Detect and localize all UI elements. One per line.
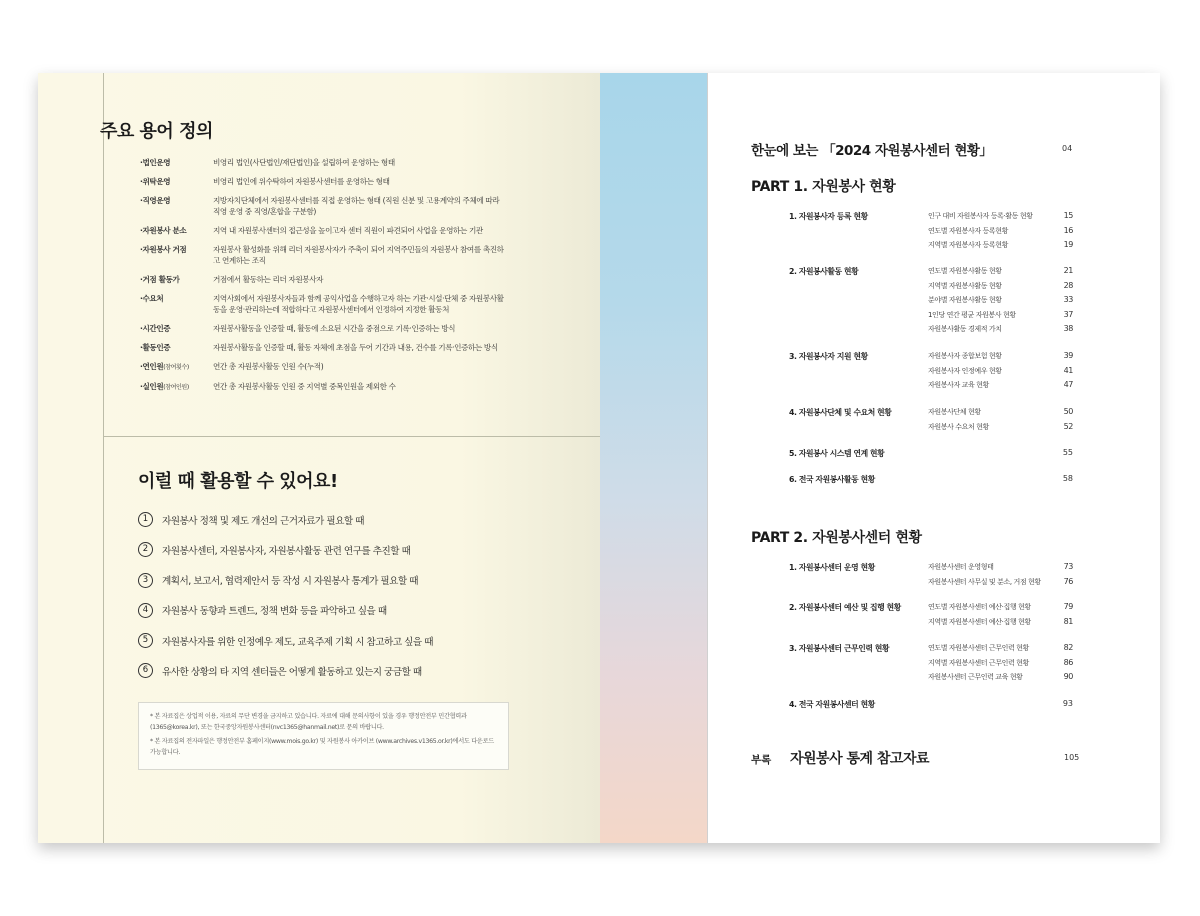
definition-row xyxy=(140,225,505,236)
gradient-strip xyxy=(600,73,708,843)
usage-item xyxy=(138,661,518,680)
definition-row xyxy=(140,381,505,393)
toc-subitem-page: 90 xyxy=(1063,672,1073,682)
definition-desc: 자원봉사활동을 인증할 때, 활동 자체에 초점을 두어 기간과 내용, 건수를 기록·인증하는 방식 xyxy=(213,343,498,352)
toc-subitem-label: 분야별 자원봉사활동 현황 xyxy=(928,296,1002,305)
toc-subitem xyxy=(928,226,1073,241)
toc-subitem-label: 자원봉사자 종합보험 현황 xyxy=(928,352,1002,360)
toc-subitem-label: 자원봉사센터 근무인력 교육 현황 xyxy=(928,673,1023,682)
toc-subitem-page: 50 xyxy=(1063,407,1073,416)
toc-subitem xyxy=(928,310,1073,325)
usage-item xyxy=(138,601,518,620)
definition-list xyxy=(140,157,505,401)
definition-row xyxy=(140,361,505,373)
definition-term-text: ·실인원 xyxy=(140,382,164,391)
usage-item xyxy=(138,571,518,590)
number-circle-icon: 4 xyxy=(138,603,153,618)
toc-subitem-page: 81 xyxy=(1063,616,1073,626)
toc-subitem xyxy=(928,407,1073,422)
definition-term-text: ·직영운영 xyxy=(140,196,171,205)
appendix-title: 자원봉사 통계 참고자료 xyxy=(790,751,929,767)
toc-subitem xyxy=(928,672,1073,687)
number-circle-icon: 5 xyxy=(138,633,153,648)
notice-text: * 본 자료집은 상업적 이용, 자료의 무단 변경을 금지하고 있습니다. 자료에 대해 문의사항이 있을 경우 행정안전부 민간협력과 (1365@korea.kr), 또는 한국중앙자원봉사센터(nvc1365@hanmail.net)로 문의 바랍니다. xyxy=(150,713,467,731)
number-circle-icon: 3 xyxy=(138,573,153,588)
toc-subitem-list xyxy=(928,266,1073,339)
toc-section-title: 6. 전국 자원봉사활동 현황 xyxy=(789,475,875,484)
definition-term xyxy=(140,195,213,217)
left-horizontal-rule xyxy=(103,436,600,437)
toc-subitem-page: 86 xyxy=(1063,657,1073,667)
definition-desc: 비영리 법인에 위수탁하여 자원봉사센터를 운영하는 형태 xyxy=(213,177,390,186)
toc-subitem xyxy=(928,295,1073,310)
toc-subitem xyxy=(928,366,1073,381)
toc-subitem-label: 자원봉사 수요처 현황 xyxy=(928,422,989,431)
toc-section-title: 5. 자원봉사 시스템 연계 현황 xyxy=(789,449,885,458)
usage-title: 이럴 때 활용할 수 있어요! xyxy=(138,471,338,492)
definition-desc: 지역사회에서 자원봉사자들과 함께 공익사업을 수행하고자 하는 기관·시설·단체 중 자원봉사활동을 운영·관리하는데 적합하다고 자원봉사센터에서 인정하여 지정한 활동처 xyxy=(213,294,504,314)
toc-subitem-page: 52 xyxy=(1063,421,1073,431)
definition-term xyxy=(140,274,213,285)
toc-subitem xyxy=(928,380,1073,395)
definition-term xyxy=(140,176,213,187)
toc-subitem-label: 연도별 자원봉사활동 현황 xyxy=(928,267,1002,275)
definition-term-text: ·위탁운영 xyxy=(140,177,171,186)
toc-section-page: 55 xyxy=(1062,448,1073,457)
toc-subitem-page: 21 xyxy=(1063,266,1073,275)
toc-subitem-label: 지역별 자원봉사센터 예산·집행 현황 xyxy=(928,617,1031,626)
usage-text: 자원봉사 동향과 트렌드, 정책 변화 등을 파악하고 싶을 때 xyxy=(162,606,387,618)
usage-item xyxy=(138,631,518,650)
usage-item xyxy=(138,540,518,559)
definition-row xyxy=(140,274,505,285)
appendix-label: 부록 xyxy=(751,754,772,766)
toc-subitem-list xyxy=(928,211,1073,255)
usage-text: 자원봉사센터, 자원봉사자, 자원봉사활동 관련 연구를 추진할 때 xyxy=(162,545,411,557)
notice-box xyxy=(138,702,509,770)
toc-subitem-page: 37 xyxy=(1063,309,1073,319)
toc-subitem-page: 79 xyxy=(1063,602,1073,611)
toc-subitem xyxy=(928,602,1073,617)
toc-subitem-page: 82 xyxy=(1063,643,1073,652)
toc-subitem xyxy=(928,643,1073,658)
number-circle-icon: 2 xyxy=(138,542,153,557)
definition-term xyxy=(140,342,213,353)
definition-desc: 연간 총 자원봉사활동 인원 수(누적) xyxy=(213,362,324,371)
definition-row xyxy=(140,195,505,217)
appendix-page: 105 xyxy=(1064,753,1080,762)
toc-subitem xyxy=(928,324,1073,339)
usage-list xyxy=(138,510,518,692)
toc-subitem-page: 15 xyxy=(1063,211,1073,220)
usage-text: 자원봉사 정책 및 제도 개선의 근거자료가 필요할 때 xyxy=(162,515,364,527)
toc-heading: 한눈에 보는 「2024 자원봉사센터 현황」 xyxy=(751,143,993,159)
toc-section-title: 3. 자원봉사자 지원 현황 xyxy=(789,352,868,361)
toc-subitem-page: 16 xyxy=(1063,225,1073,235)
toc-subitem-page: 47 xyxy=(1063,380,1073,390)
toc-subitem-label: 자원봉사단체 현황 xyxy=(928,408,981,416)
toc-subitem-list xyxy=(928,407,1073,436)
definition-term xyxy=(140,323,213,334)
toc-subitem-page: 28 xyxy=(1063,280,1073,290)
usage-text: 자원봉사자를 위한 인정예우 제도, 교육주제 기획 시 참고하고 싶을 때 xyxy=(162,636,433,648)
toc-subitem-label: 인구 대비 자원봉사자 등록·활동 현황 xyxy=(928,212,1033,220)
toc-section-title: 1. 자원봉사센터 운영 현황 xyxy=(789,563,875,572)
definition-term xyxy=(140,381,213,393)
definition-desc: 자원봉사활동을 인증할 때, 활동에 소요된 시간을 중점으로 기록·인증하는 방식 xyxy=(213,324,456,333)
definition-term-note: (참여인원) xyxy=(163,384,189,391)
toc-section-page: 58 xyxy=(1062,474,1073,483)
toc-subitem-label: 자원봉사자 인정예우 현황 xyxy=(928,366,1002,375)
definition-term-text: ·연인원 xyxy=(140,362,164,371)
definition-row xyxy=(140,293,505,315)
definition-row xyxy=(140,244,505,266)
definition-term-text: ·법인운영 xyxy=(140,158,171,167)
usage-text: 유사한 상황의 타 지역 센터들은 어떻게 활동하고 있는지 궁금할 때 xyxy=(162,666,422,678)
toc-subitem xyxy=(928,562,1073,577)
toc-subitem-page: 73 xyxy=(1063,562,1073,571)
definition-desc: 거점에서 활동하는 리더 자원봉사자 xyxy=(213,275,324,284)
toc-subitem xyxy=(928,617,1073,632)
toc-section-title: 4. 전국 자원봉사센터 현황 xyxy=(789,700,875,709)
toc-subitem xyxy=(928,351,1073,366)
part1-title: PART 1. 자원봉사 현황 xyxy=(751,179,896,195)
toc-section-page: 93 xyxy=(1062,699,1073,708)
toc-section-title: 4. 자원봉사단체 및 수요처 현황 xyxy=(789,408,892,417)
toc-subitem xyxy=(928,281,1073,296)
usage-text: 계획서, 보고서, 협력제안서 등 작성 시 자원봉사 통계가 필요할 때 xyxy=(162,576,419,588)
toc-subitem xyxy=(928,240,1073,255)
toc-subitem-list xyxy=(928,562,1073,591)
toc-subitem-page: 41 xyxy=(1063,365,1073,375)
toc-subitem-label: 지역별 자원봉사센터 근무인력 현황 xyxy=(928,658,1029,667)
toc-subitem-label: 지역별 자원봉사활동 현황 xyxy=(928,281,1002,290)
toc-subitem-label: 자원봉사센터 운영형태 xyxy=(928,563,994,571)
toc-subitem-list xyxy=(928,643,1073,687)
toc-subitem xyxy=(928,658,1073,673)
definition-row xyxy=(140,176,505,187)
toc-subitem-list xyxy=(928,351,1073,395)
definition-term xyxy=(140,361,213,373)
definition-term-text: ·수요처 xyxy=(140,294,164,303)
toc-subitem-label: 연도별 자원봉사센터 예산·집행 현황 xyxy=(928,603,1031,611)
toc-subitem-page: 38 xyxy=(1063,324,1073,334)
definition-row xyxy=(140,323,505,334)
definition-term-text: ·자원봉사 거점 xyxy=(140,245,187,254)
toc-subitem-page: 76 xyxy=(1063,576,1073,586)
toc-heading-page: 04 xyxy=(1062,144,1073,153)
toc-subitem-label: 1인당 연간 평균 자원봉사 현황 xyxy=(928,310,1016,319)
toc-subitem-label: 연도별 자원봉사자 등록현황 xyxy=(928,226,1008,235)
toc-subitem xyxy=(928,211,1073,226)
toc-section-title: 2. 자원봉사센터 예산 및 집행 현황 xyxy=(789,603,901,612)
toc-subitem-label: 자원봉사센터 사무실 및 분소, 거점 현황 xyxy=(928,577,1041,586)
toc-subitem-label: 자원봉사활동 경제적 가치 xyxy=(928,325,1002,334)
definition-desc: 자원봉사 활성화를 위해 리더 자원봉사자가 주축이 되어 지역주민들의 자원봉사 참여를 촉진하고 연계하는 조직 xyxy=(213,245,504,265)
toc-subitem-label: 지역별 자원봉사자 등록현황 xyxy=(928,241,1008,250)
toc-section-title: 2. 자원봉사활동 현황 xyxy=(789,267,859,276)
toc-subitem-page: 33 xyxy=(1063,295,1073,305)
number-circle-icon: 6 xyxy=(138,663,153,678)
definition-term-note: (참여횟수) xyxy=(163,364,189,371)
definition-term-text: ·활동인증 xyxy=(140,343,171,352)
toc-subitem-page: 39 xyxy=(1063,351,1073,360)
toc-subitem xyxy=(928,266,1073,281)
definition-row xyxy=(140,342,505,353)
part2-title: PART 2. 자원봉사센터 현황 xyxy=(751,530,922,546)
notice-text: * 본 자료집의 전자파일은 행정안전부 홈페이지(www.mois.go.kr) 및 자원봉사 아카이브 (www.archives.v1365.or.kr)에서도 다운로드 가능합니다. xyxy=(150,738,494,756)
definition-term-text: ·자원봉사 분소 xyxy=(140,226,187,235)
toc-subitem-page: 19 xyxy=(1063,240,1073,250)
definition-term-text: ·시간인증 xyxy=(140,324,171,333)
definitions-title: 주요 용어 정의 xyxy=(100,121,213,142)
toc-subitem xyxy=(928,422,1073,437)
toc-section-title: 3. 자원봉사센터 근무인력 현황 xyxy=(789,644,890,653)
definition-desc: 지역 내 자원봉사센터의 접근성을 높이고자 센터 직원이 파견되어 사업을 운영하는 기관 xyxy=(213,226,483,235)
number-circle-icon: 1 xyxy=(138,512,153,527)
definition-term xyxy=(140,157,213,168)
toc-subitem-list xyxy=(928,602,1073,631)
left-vertical-rule xyxy=(103,73,104,843)
definition-term xyxy=(140,244,213,266)
usage-item xyxy=(138,510,518,529)
toc-subitem xyxy=(928,577,1073,592)
toc-subitem-label: 연도별 자원봉사센터 근무인력 현황 xyxy=(928,644,1029,652)
definition-term-text: ·거점 활동가 xyxy=(140,275,180,284)
definition-desc: 지방자치단체에서 자원봉사센터를 직접 운영하는 형태 (직원 신분 및 고용계약의 주체에 따라 직영 운영 중 직영/혼합을 구분함) xyxy=(213,196,500,216)
definition-row xyxy=(140,157,505,168)
toc-subitem-label: 자원봉사자 교육 현황 xyxy=(928,381,989,390)
definition-term xyxy=(140,225,213,236)
toc-section-title: 1. 자원봉사자 등록 현황 xyxy=(789,212,868,221)
definition-desc: 연간 총 자원봉사활동 인원 중 지역별 중복인원을 제외한 수 xyxy=(213,382,396,391)
definition-term xyxy=(140,293,213,315)
definition-desc: 비영리 법인(사단법인/재단법인)을 설립하여 운영하는 형태 xyxy=(213,158,395,167)
